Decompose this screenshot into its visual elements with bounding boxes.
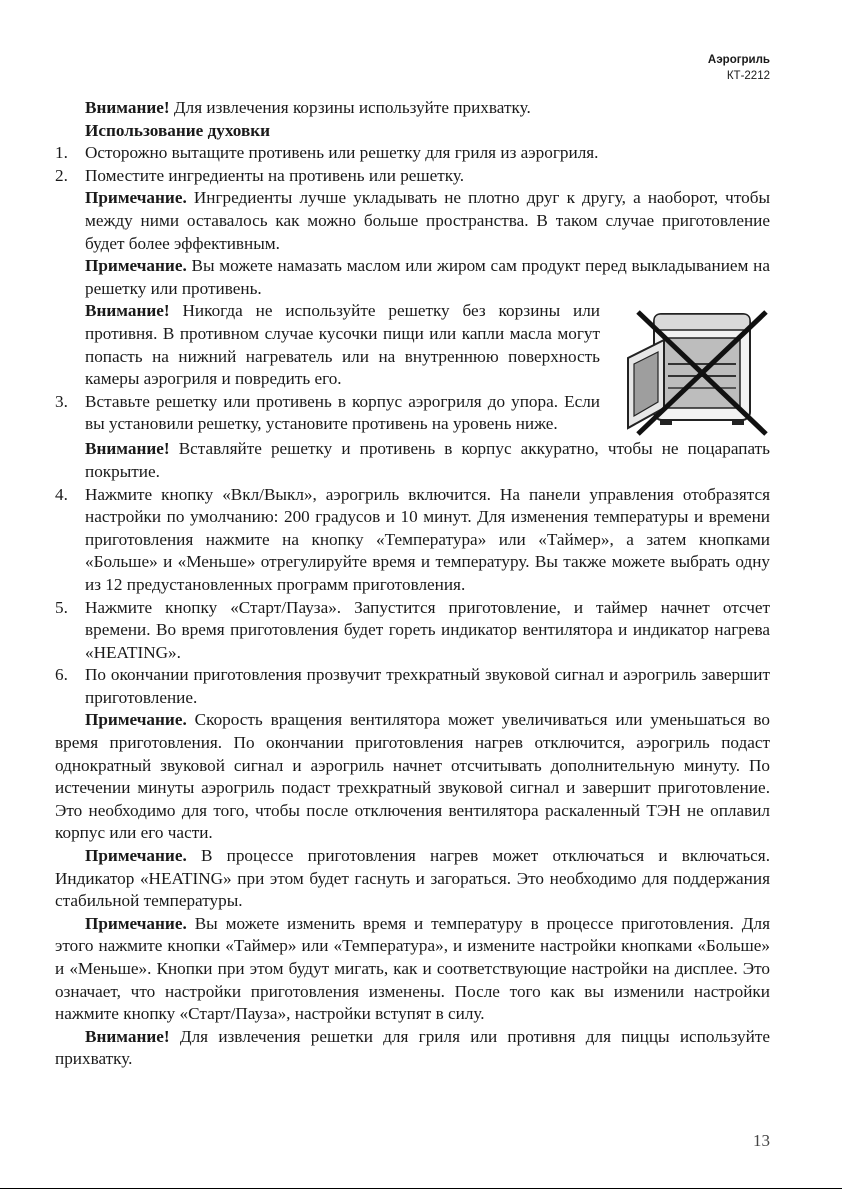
step-number: 2. (55, 165, 68, 185)
warning-label: Внимание! (85, 1026, 170, 1046)
step-item (55, 391, 770, 436)
warning-paragraph (55, 1026, 770, 1071)
warning-with-figure (55, 300, 770, 438)
page-number: 13 (753, 1131, 770, 1150)
step-number: 4. (55, 484, 68, 504)
header-model: КТ-2212 (726, 70, 770, 82)
page-header (708, 52, 770, 84)
step-text: Осторожно вытащите противень или решетку для гриля из аэрогриля. (85, 143, 599, 163)
warning-text: Для извлечения корзины используйте прихватку. (169, 98, 531, 117)
step-item (55, 165, 770, 188)
warning-label: Внимание! (85, 439, 170, 459)
step-item (55, 597, 770, 665)
step-text: Нажмите кнопку «Вкл/Выкл», аэрогриль включится. На панели управления отобразятся настройки по умолчанию: 200 градусов и 10 минут. Для изменения температуры и времени приготовления нажмите на кнопку «Температура» или «Таймер», а затем кнопками «Больше» и «Меньше» отрегулируйте время и температуру. Вы также можете выбрать одну из 12 предустановленных программ приготовления. (85, 484, 770, 594)
note-paragraph (55, 187, 770, 255)
step-number: 5. (55, 597, 68, 617)
header-title: Аэрогриль (707, 54, 770, 66)
step-number: 1. (55, 143, 68, 163)
note-paragraph (55, 709, 770, 845)
warning-paragraph (55, 438, 770, 483)
note-text: Вы можете намазать маслом или жиром сам продукт перед выкладыванием на решетку или противень. (85, 256, 770, 298)
section-title: Использование духовки (85, 120, 271, 140)
note-text: Вы можете изменить время и температуру в процессе приготовления. Для этого нажмите кнопки «Таймер» или «Температура», и измените настройки кнопками «Больше» и «Меньше». Кнопки при этом будут мигать, как и соответствующие настройки на дисплее. Это означает, что настройки приготовления изменены. После того как вы изменили настройки нажмите кнопку «Старт/Пауза», настройки вступят в силу. (55, 913, 770, 1024)
step-number: 6. (55, 665, 68, 685)
step-number: 3. (55, 391, 68, 411)
intro-warning (55, 97, 770, 120)
step-item (55, 484, 770, 597)
note-paragraph (55, 913, 770, 1026)
step-text: Поместите ингредиенты на противень или решетку. (85, 165, 465, 185)
warning-label: Внимание! (85, 301, 170, 321)
step-text: По окончании приготовления прозвучит трехкратный звуковой сигнал и аэрогриль завершит приготовление. (85, 665, 770, 707)
warning-text: Для извлечения решетки для гриля или противня для пиццы используйте прихватку. (55, 1026, 770, 1069)
note-text: Скорость вращения вентилятора может увеличиваться или уменьшаться во время приготовления. По окончании приготовления нагрев отключится, аэрогриль подаст однократный звуковой сигнал и аэрогриль начнет отсчитывать дополнительную минуту. По истечении минуты аэрогриль подаст трехкратный звуковой сигнал и завершит приготовление. Это необходимо для того, чтобы после отключения вентилятора раскаленный ТЭН не оплавил корпус или его части. (55, 710, 770, 843)
note-text: В процессе приготовления нагрев может отключаться и включаться. Индикатор «HEATING» при этом будет гаснуть и загораться. Это необходимо для поддержания стабильной температуры. (55, 846, 770, 911)
warning-label: Внимание! (85, 98, 170, 117)
note-label: Примечание. (85, 256, 187, 276)
page-body (55, 97, 770, 1071)
note-label: Примечание. (85, 913, 187, 933)
warning-text: Никогда не используйте решетку без корзины или противня. В противном случае кусочки пищи или капли масла могут попасть на нижний нагреватель или на внутреннюю поверхность камеры аэрогриля и повредить его. (85, 301, 600, 389)
note-text: Ингредиенты лучше укладывать не плотно друг к другу, а наоборот, чтобы между ними оставалось как можно больше пространства. В таком случае приготовление будет более эффективным. (85, 188, 770, 253)
note-label: Примечание. (85, 710, 187, 730)
step-item (55, 142, 770, 165)
note-label: Примечание. (85, 846, 187, 866)
note-paragraph (55, 845, 770, 913)
step-item (55, 664, 770, 709)
step-text: Вставьте решетку или противень в корпус аэрогриля до упора. Если вы установили решетку, установите противень на уровень ниже. (85, 391, 600, 434)
note-paragraph (55, 255, 770, 300)
note-label: Примечание. (85, 188, 187, 208)
step-text: Нажмите кнопку «Старт/Пауза». Запустится приготовление, и таймер начнет отсчет времени. Во время приготовления будет гореть индикатор вентилятора и индикатор нагрева «HEATING». (85, 597, 770, 662)
warning-text: Вставляйте решетку и противень в корпус аккуратно, чтобы не поцарапать покрытие. (85, 439, 770, 481)
